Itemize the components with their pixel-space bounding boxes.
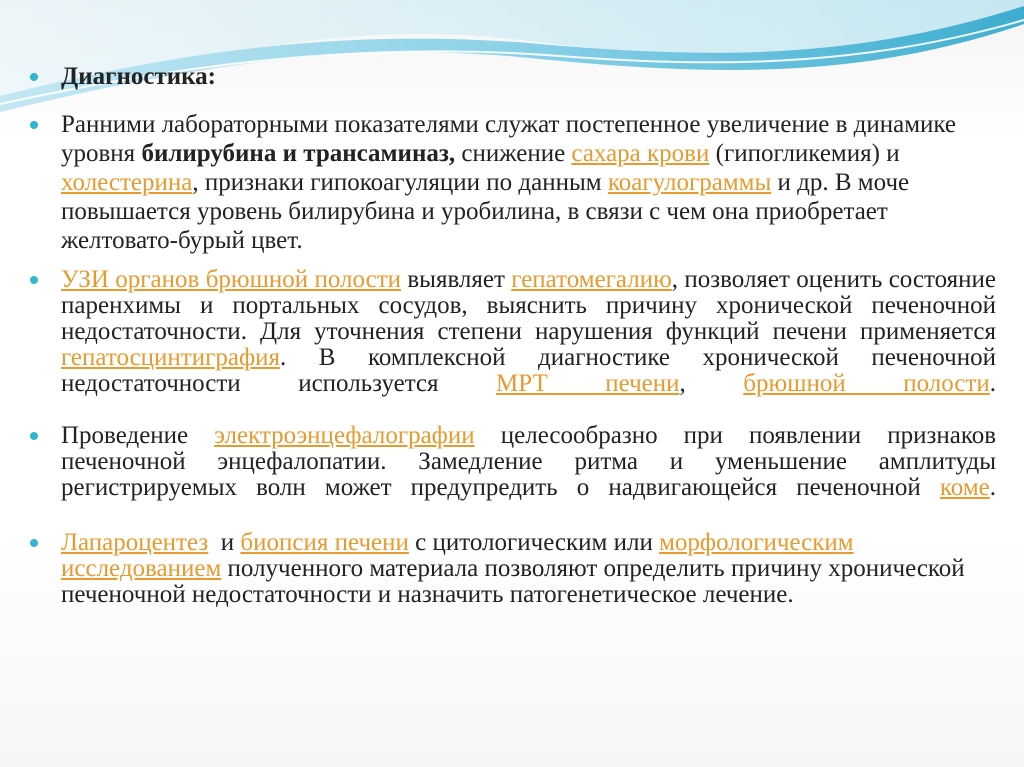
link-blood-sugar[interactable]: сахара крови bbox=[571, 140, 710, 167]
link-coagulogram[interactable]: коагулограммы bbox=[607, 169, 772, 196]
section-title: Диагностика: bbox=[61, 63, 216, 90]
section-title-item bbox=[30, 62, 996, 91]
text: и др. В моче повышается уровень билирубина и уробилина, в связи с чем она приобретает желтовато-бурый цвет. bbox=[61, 169, 910, 254]
text: , позволяет оценить состояние паренхимы и портальных сосудов, выяснить причину хронической печеночной недостаточности. Для уточнения степени нарушения функций печени применяется bbox=[61, 266, 996, 345]
text: выявляет bbox=[401, 266, 512, 293]
link-hepatoscintigraphy[interactable]: гепатосцинтиграфия bbox=[61, 344, 281, 371]
link-cholesterol[interactable]: холестерина bbox=[61, 169, 193, 196]
text: снижение bbox=[455, 140, 572, 167]
link-laparocentesis[interactable]: Лапароцентез bbox=[61, 529, 209, 556]
bullet-icon bbox=[30, 539, 38, 547]
bullet-icon bbox=[30, 432, 38, 440]
bold-text: билирубина и трансаминаз, bbox=[141, 140, 456, 167]
link-ultrasound[interactable]: УЗИ органов брюшной полости bbox=[61, 266, 401, 293]
text: (гипогликемия) и bbox=[709, 140, 900, 167]
link-eeg[interactable]: электроэнцефалографии bbox=[214, 422, 475, 449]
link-hepatomegaly[interactable]: гепатомегалию bbox=[511, 266, 672, 293]
text: с цитологическим или bbox=[408, 529, 660, 556]
text: , признаки гипокоагуляции по данным bbox=[192, 169, 608, 196]
text: . bbox=[989, 370, 996, 397]
text: , bbox=[679, 370, 744, 397]
link-coma[interactable]: коме bbox=[939, 474, 990, 501]
bullet-icon bbox=[30, 73, 38, 81]
link-mri-liver[interactable]: МРТ печени bbox=[496, 370, 680, 397]
text: и bbox=[208, 529, 241, 556]
paragraph-lab bbox=[30, 110, 996, 255]
bullet-icon bbox=[30, 276, 38, 284]
text: целесообразно при появлении признаков печеночной энцефалопатии. Замедление ритма и уменьшение амплитуды регистрируемых волн может предупредить о надвигающейся печеночной bbox=[61, 422, 996, 501]
text: . bbox=[989, 474, 996, 501]
paragraph-eeg bbox=[30, 423, 996, 527]
text: полученного материала позволяют определить причину хронической печеночной недостаточности и назначить патогенетическое лечение. bbox=[61, 555, 965, 608]
paragraph-laparocentesis bbox=[30, 530, 996, 608]
content bbox=[30, 62, 996, 608]
bullet-icon bbox=[30, 121, 38, 129]
link-abdominal-cavity[interactable]: брюшной полости bbox=[743, 370, 990, 397]
text: Проведение bbox=[61, 422, 215, 449]
link-morphological-study[interactable]: морфологическим исследованием bbox=[61, 529, 854, 582]
link-liver-biopsy[interactable]: биопсия печени bbox=[240, 529, 409, 556]
paragraph-ultrasound bbox=[30, 267, 996, 423]
text: Ранними лабораторными показателями служат постепенное увеличение в динамике уровня bbox=[61, 111, 957, 167]
text: . В комплексной диагностике хронической печеночной недостаточности используется bbox=[61, 344, 996, 397]
